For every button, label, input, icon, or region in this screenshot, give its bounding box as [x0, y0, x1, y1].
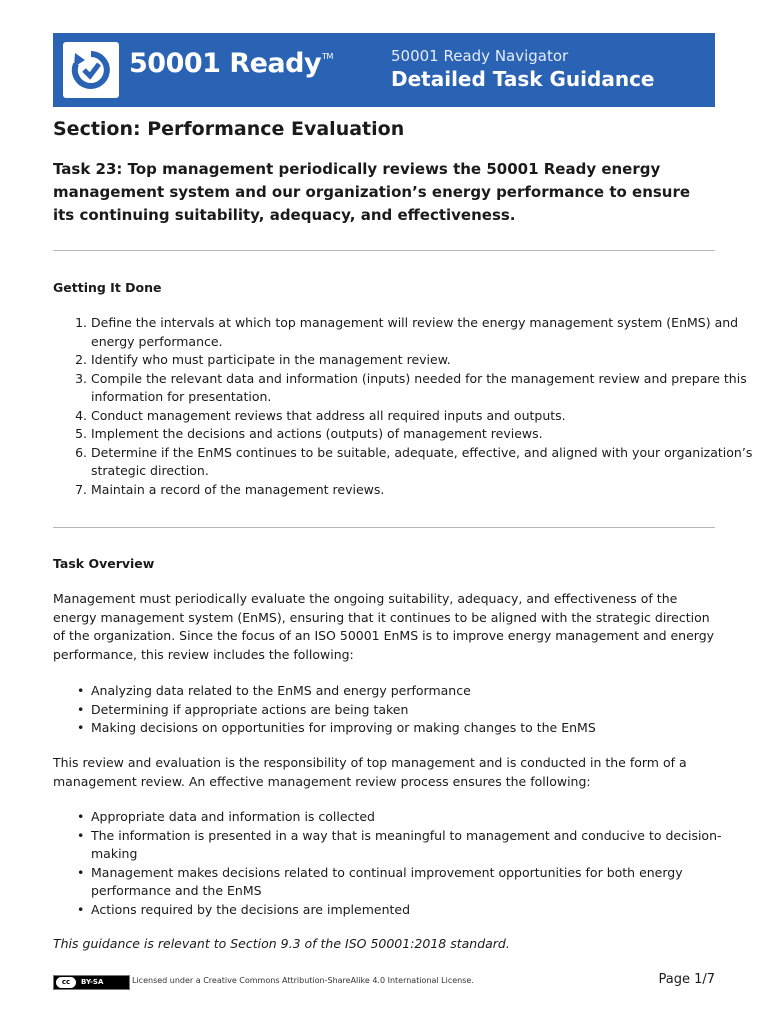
list-item: • Appropriate data and information is collected [91, 808, 753, 827]
logo-mark [63, 42, 119, 98]
logo-wordmark: 50001 Ready™ [129, 48, 333, 79]
section-title: Section: Performance Evaluation [53, 118, 405, 140]
navigator-title: 50001 Ready Navigator [391, 47, 569, 65]
task-title: Task 23: Top management periodically reviews the 50001 Ready energy management system and our organization’s energy performance to ensure its continuing suitability, adequacy, and effectiveness. [53, 160, 691, 224]
step-item: 6. Determine if the EnMS continues to be suitable, adequate, effective, and aligned with your organization’s strategic direction. [91, 444, 753, 481]
refresh-check-icon [71, 50, 111, 90]
cc-license-badge[interactable] [53, 975, 130, 990]
review-items-list [53, 682, 753, 738]
list-item: • The information is presented in a way that is meaningful to management and conducive to decision-making [91, 827, 753, 864]
step-item: 5. Implement the decisions and actions (outputs) of management reviews. [91, 425, 753, 444]
navigator-subtitle: Detailed Task Guidance [391, 67, 655, 91]
list-item: • Analyzing data related to the EnMS and energy performance [91, 682, 753, 701]
by-sa-label: BY-SA [81, 978, 104, 986]
ensures-items-list [53, 808, 753, 919]
step-item: 7. Maintain a record of the management reviews. [91, 481, 753, 500]
footer [53, 972, 715, 992]
step-item: 2. Identify who must participate in the management review. [91, 351, 753, 370]
header-banner [53, 33, 715, 107]
step-item: 3. Compile the relevant data and information (inputs) needed for the management review and prepare this information for presentation. [91, 370, 753, 407]
list-item: • Determining if appropriate actions are being taken [91, 701, 753, 720]
getting-it-done-heading: Getting It Done [53, 280, 162, 295]
page-number: Page 1/7 [658, 972, 715, 987]
list-item: • Actions required by the decisions are implemented [91, 901, 753, 920]
overview-second-paragraph: This review and evaluation is the responsibility of top management and is conducted in the form of a management review. An effective management review process ensures the following: [53, 755, 687, 789]
step-item: 4. Conduct management reviews that address all required inputs and outputs. [91, 407, 753, 426]
steps-list [53, 314, 753, 499]
overview-intro: Management must periodically evaluate the ongoing suitability, adequacy, and effectiveness of the energy management system (EnMS), ensuring that it continues to be aligned with the strategic direction of the organization. Since the focus of an ISO 50001 EnMS is to improve energy management and energy performance, this review includes the following: [53, 591, 715, 662]
list-item: • Management makes decisions related to continual improvement opportunities for both energy performance and the EnMS [91, 864, 753, 901]
cc-icon: cc [56, 977, 76, 988]
list-item: • Making decisions on opportunities for improving or making changes to the EnMS [91, 719, 753, 738]
divider [53, 527, 715, 528]
guidance-note: This guidance is relevant to Section 9.3 of the ISO 50001:2018 standard. [53, 936, 510, 951]
task-overview-heading: Task Overview [53, 556, 155, 571]
license-text: Licensed under a Creative Commons Attribution-ShareAlike 4.0 International License. [132, 976, 474, 985]
step-item: 1. Define the intervals at which top management will review the energy management system (EnMS) and energy performance. [91, 314, 753, 351]
divider [53, 250, 715, 251]
